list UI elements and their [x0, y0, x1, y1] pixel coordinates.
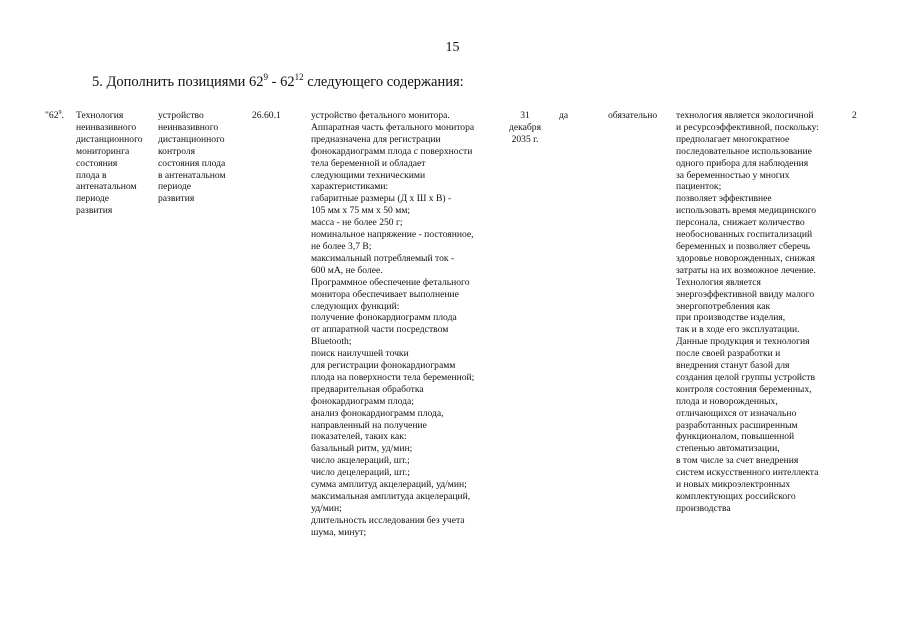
- text-line: длительность исследования без учета: [311, 514, 465, 526]
- position-number-cell: [45, 110, 64, 122]
- text-line: так и в ходе его эксплуатации.: [676, 324, 800, 336]
- text-line: не более 3,7 В;: [311, 240, 372, 252]
- text-line: технология является экологичной: [676, 110, 814, 121]
- requirement-status-cell: обязательно: [608, 110, 658, 121]
- text-line: Технология: [76, 110, 124, 121]
- text-line: при производстве изделия,: [676, 312, 786, 324]
- text-line: после своей разработки и: [676, 348, 781, 360]
- text-line: контроля состояния беременных,: [676, 383, 812, 395]
- text-line: следующими техническими: [311, 169, 426, 181]
- deadline-date-cell: [500, 110, 550, 146]
- text-line: контроля: [158, 145, 196, 157]
- text-line: предполагает многократное: [676, 133, 790, 145]
- text-line: разработанных расширенным: [676, 419, 798, 431]
- text-line: неинвазивного: [158, 121, 219, 133]
- text-line: 2035 г.: [511, 133, 539, 145]
- text-line: Bluetooth;: [311, 336, 352, 348]
- text-line: персонала, снижает количество: [676, 217, 805, 229]
- position-number-superscript: 9: [58, 110, 62, 116]
- text-line: пациенток;: [676, 181, 722, 193]
- technology-name-cell: [76, 110, 143, 217]
- last-column-cell: 2: [852, 110, 857, 121]
- text-line: шума, минут;: [311, 526, 367, 538]
- text-line: предварительная обработка: [311, 383, 424, 395]
- text-line: в антенатальном: [158, 169, 226, 181]
- text-line: и новых микроэлектронных: [676, 479, 791, 491]
- text-line: степенью автоматизации,: [676, 443, 780, 455]
- text-line: 105 мм х 75 мм х 50 мм;: [311, 205, 411, 217]
- text-line: внедрения станут базой для: [676, 360, 790, 372]
- text-line: следующих функций:: [311, 300, 400, 312]
- text-line: плода в: [76, 169, 107, 181]
- text-line: необоснованных госпитализаций: [676, 229, 813, 241]
- heading-prefix: 5. Дополнить позициями 62: [92, 74, 264, 90]
- text-line: дистанционного: [158, 133, 225, 145]
- text-line: использовать время медицинского: [676, 205, 817, 217]
- heading-range-separator: - 62: [268, 74, 295, 90]
- text-line: и ресурсоэффективной, поскольку:: [676, 121, 819, 133]
- text-line: дистанционного: [76, 133, 143, 145]
- text-line: Программное обеспечение фетального: [311, 276, 470, 288]
- text-line: монитора обеспечивает выполнение: [311, 288, 459, 300]
- text-line: сумма амплитуд акцелераций, уд/мин;: [311, 479, 467, 491]
- text-line: анализ фонокардиограмм плода,: [311, 407, 444, 419]
- text-line: получение фонокардиограмм плода: [311, 312, 457, 324]
- text-line: 31: [520, 110, 530, 121]
- text-line: от аппаратной части посредством: [311, 324, 449, 336]
- text-line: развития: [158, 193, 195, 205]
- text-line: беременных и позволяет сберечь: [676, 240, 811, 252]
- text-line: максимальный потребляемый ток -: [311, 252, 455, 264]
- text-line: здоровье новорожденных, снижая: [676, 252, 815, 264]
- text-line: состояния: [76, 157, 118, 169]
- text-line: энергоэффективной ввиду малого: [676, 288, 815, 300]
- text-line: фонокардиограмм плода с поверхности: [311, 145, 473, 157]
- text-line: базальный ритм, уд/мин;: [311, 443, 413, 455]
- text-line: для регистрации фонокардиограмм: [311, 360, 456, 372]
- text-line: Технология является: [676, 276, 761, 288]
- text-line: плода на поверхности тела беременной;: [311, 371, 475, 383]
- text-line: устройство фетального монитора.: [311, 110, 450, 121]
- text-line: создания целой группы устройств: [676, 371, 815, 383]
- text-line: плода и новорожденных,: [676, 395, 778, 407]
- text-line: Данные продукция и технология: [676, 336, 810, 348]
- text-line: показателей, таких как:: [311, 431, 407, 443]
- text-line: затраты на их возможное лечение.: [676, 264, 816, 276]
- text-line: развития: [76, 205, 113, 217]
- text-line: номинальное напряжение - постоянное,: [311, 229, 474, 241]
- text-line: позволяет эффективнее: [676, 193, 772, 205]
- text-line: 600 мА, не более.: [311, 264, 383, 276]
- text-line: состояния плода: [158, 157, 226, 169]
- heading-superscript-end: 12: [294, 72, 304, 82]
- text-line: неинвазивного: [76, 121, 137, 133]
- position-number: "62: [45, 110, 59, 121]
- text-line: масса - не более 250 г;: [311, 217, 403, 229]
- okpd-code-cell: 26.60.1: [252, 110, 281, 121]
- flag-cell: да: [559, 110, 569, 121]
- heading-suffix: следующего содержания:: [303, 74, 464, 90]
- text-line: габаритные размеры (Д х Ш х В) -: [311, 193, 452, 205]
- text-line: систем искусственного интеллекта: [676, 467, 819, 479]
- text-line: функционалом, повышенной: [676, 431, 795, 443]
- text-line: максимальная амплитуда акцелераций,: [311, 491, 471, 502]
- text-line: тела беременной и обладает: [311, 157, 426, 169]
- text-line: одного прибора для наблюдения: [676, 157, 809, 169]
- text-line: в том числе за счет внедрения: [676, 455, 799, 467]
- heading-superscript-start: 9: [263, 72, 269, 82]
- text-line: уд/мин;: [311, 502, 342, 514]
- text-line: предназначена для регистрации: [311, 133, 441, 145]
- text-line: энергопотребления как: [676, 300, 771, 312]
- text-line: фонокардиограмм плода;: [311, 395, 414, 407]
- text-line: антенатальном: [76, 181, 137, 193]
- text-line: за беременностью у многих: [676, 169, 790, 181]
- text-line: производства: [676, 502, 731, 514]
- text-line: периоде: [158, 181, 191, 193]
- text-line: комплектующих российского: [676, 491, 796, 502]
- device-name-cell: [158, 110, 226, 205]
- text-line: устройство: [158, 110, 204, 121]
- text-line: число акцелераций, шт.;: [311, 455, 410, 467]
- text-line: направленный на получение: [311, 419, 427, 431]
- text-line: поиск наилучшей точки: [311, 348, 409, 360]
- text-line: Аппаратная часть фетального монитора: [311, 121, 475, 133]
- text-line: число децелераций, шт.;: [311, 467, 410, 479]
- description-cell: [311, 110, 474, 539]
- page-number: 15: [445, 40, 460, 55]
- text-line: декабря: [508, 121, 541, 133]
- text-line: последовательное использование: [676, 145, 812, 157]
- justification-cell: [676, 110, 819, 515]
- text-line: периоде: [76, 193, 109, 205]
- text-line: мониторинга: [76, 145, 130, 157]
- section-heading: [92, 74, 464, 91]
- text-line: отличающихся от изначально: [676, 407, 797, 419]
- text-line: характеристиками:: [311, 181, 389, 193]
- position-number-dot: .: [61, 110, 64, 121]
